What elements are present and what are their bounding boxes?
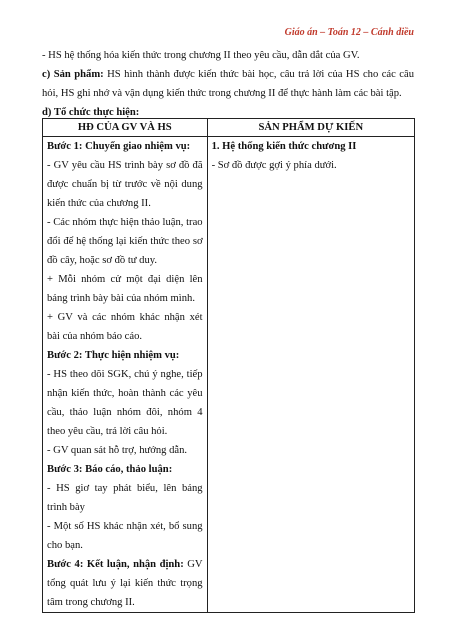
step-4-text: GV tổng quát lưu ý lại kiến thức trọng tâm trong chương II.	[47, 559, 203, 608]
step-1-line: + Mỗi nhóm cử một đại diện lên bảng trình bày bài của nhóm mình.	[47, 274, 203, 304]
step-2-title: Bước 2: Thực hiện nhiệm vụ:	[47, 350, 180, 361]
step-4-title: Bước 4: Kết luận, nhận định:	[47, 559, 184, 570]
product-heading: 1. Hệ thống kiến thức chương II	[211, 141, 357, 152]
table-header-row	[43, 119, 415, 137]
step-1-line: + GV và các nhóm khác nhận xét bài của nhóm báo cáo.	[47, 312, 203, 342]
activity-table	[42, 118, 415, 613]
step-3-line: - HS giơ tay phát biểu, lên bảng trình bày	[47, 483, 203, 513]
product-text: HS hình thành được kiến thức bài học, câu trả lời của HS cho các câu hỏi, HS ghi nhớ và vận dụng kiến thức trong chương II để thực hành làm các bài tập.	[42, 69, 414, 99]
products-text	[212, 137, 410, 175]
product-note: - Sơ đồ được gợi ý phía dưới.	[211, 160, 337, 171]
activities-cell	[43, 137, 208, 613]
step-2-line: - GV quan sát hỗ trợ, hướng dẫn.	[47, 445, 188, 456]
step-3-title: Bước 3: Báo cáo, thảo luận:	[47, 464, 173, 475]
intro-section	[42, 46, 414, 122]
activities-text	[47, 137, 203, 612]
products-cell	[207, 137, 414, 613]
product-label: c) Sản phẩm:	[42, 69, 104, 80]
page-header: Giáo án – Toán 12 – Cánh diều	[284, 27, 414, 38]
product-paragraph	[42, 65, 414, 103]
step-4-paragraph	[47, 555, 203, 612]
step-1-line: - GV yêu cầu HS trình bày sơ đồ đã được chuẩn bị từ trước về nội dung kiến thức của chương II.	[47, 160, 203, 209]
step-1-title: Bước 1: Chuyển giao nhiệm vụ:	[47, 141, 191, 152]
step-2-line: - HS theo dõi SGK, chú ý nghe, tiếp nhận kiến thức, hoàn thành các yêu cầu, thảo luận nhóm đôi, nhóm 4 theo yêu cầu, trả lời câu hỏi.	[47, 369, 203, 437]
col-header-activities: HĐ CỦA GV VÀ HS	[43, 119, 208, 137]
step-1-line: - Các nhóm thực hiện thảo luận, trao đổi để hệ thống lại kiến thức theo sơ đồ cây, hoặc sơ đồ tư duy.	[47, 217, 203, 266]
table-row	[43, 137, 415, 613]
step-3-line: - Một số HS khác nhận xét, bổ sung cho bạn.	[47, 521, 203, 551]
organize-label: d) Tổ chức thực hiện:	[42, 107, 140, 118]
col-header-products: SẢN PHẨM DỰ KIẾN	[207, 119, 414, 137]
intro-line: - HS hệ thống hóa kiến thức trong chương II theo yêu cầu, dẫn dắt của GV.	[42, 50, 360, 61]
